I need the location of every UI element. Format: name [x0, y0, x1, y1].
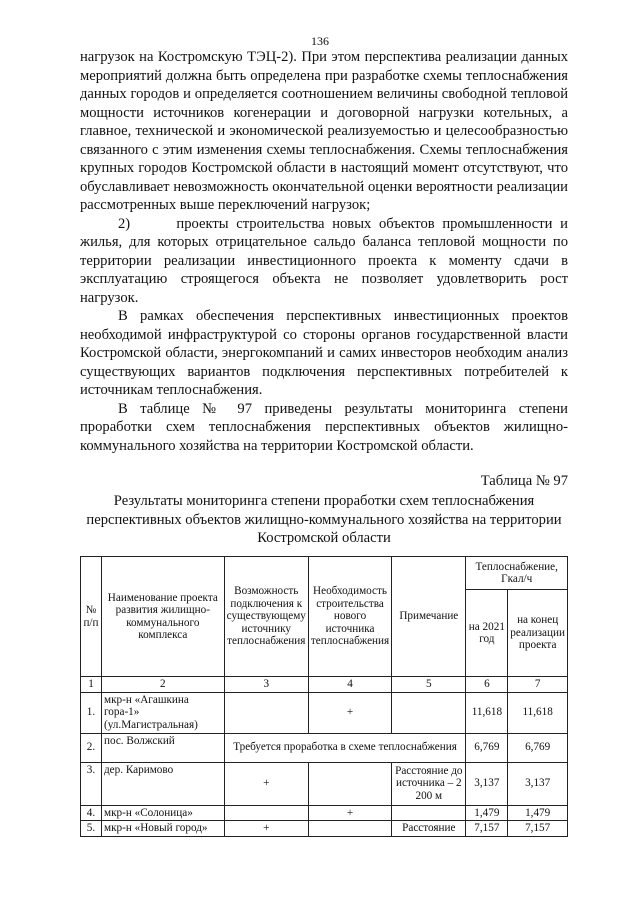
- row-note: Расстояние: [392, 821, 466, 837]
- row-necessity: [308, 762, 391, 805]
- row-necessity: [308, 821, 391, 837]
- table-row: [81, 692, 568, 733]
- header-heat-end: на конец реализации проекта: [508, 590, 568, 677]
- paragraph-list-item: 2) проекты строительства новых объектов промышленности и жилья, для которых отрицательное сальдо баланса тепловой мощности по территории реализации инвестиционного проекта к моменту сдачи в эксплуатацию строящегося объекта не позволяет удовлетворить рост нагрузок.: [80, 215, 568, 306]
- row-num: 2.: [81, 733, 102, 762]
- row-num: 4.: [81, 805, 102, 821]
- index-cell: 6: [466, 677, 508, 693]
- row-value-2021: 11,618: [466, 692, 508, 733]
- header-possibility: Возможность подключения к существующему источнику теплоснабжения: [224, 557, 308, 677]
- table-index-row: [81, 677, 568, 693]
- paragraph: В таблице № 97 приведены результаты мониторинга степени проработки схем теплоснабжения перспективных объектов жилищно-коммунального хозяйства на территории Костромской области.: [80, 400, 568, 454]
- table-row: [81, 762, 568, 805]
- row-name: мкр-н «Агашкина гора-1» (ул.Магистральная): [101, 692, 224, 733]
- table-title: Результаты мониторинга степени проработки схем теплоснабжения перспективных объектов жилищно-коммунального хозяйства на территории Костромской области: [86, 493, 562, 546]
- table-row: [81, 733, 568, 762]
- row-name: мкр-н «Солоница»: [101, 805, 224, 821]
- table-number: Таблица № 97: [480, 473, 568, 489]
- body-text: [80, 48, 568, 455]
- row-note: [392, 692, 466, 733]
- row-possibility: [224, 805, 308, 821]
- row-possibility: +: [224, 762, 308, 805]
- header-heat-2021: на 2021 год: [466, 590, 508, 677]
- row-necessity: +: [308, 805, 391, 821]
- row-value-end: 7,157: [508, 821, 568, 837]
- header-necessity: Необходимость строительства нового источника теплоснабжения: [308, 557, 391, 677]
- row-name: мкр-н «Новый город»: [101, 821, 224, 837]
- row-name: дер. Каримово: [101, 762, 224, 805]
- header-heat: Теплоснабжение, Гкал/ч: [466, 557, 568, 590]
- row-num: 3.: [81, 762, 102, 805]
- row-value-end: 11,618: [508, 692, 568, 733]
- table-row: [81, 805, 568, 821]
- header-num: № п/п: [81, 557, 102, 677]
- table-row: [81, 821, 568, 837]
- row-value-2021: 1,479: [466, 805, 508, 821]
- paragraph: В рамках обеспечения перспективных инвестиционных проектов необходимой инфраструктурой со стороны органов государственной власти Костромской области, энергокомпаний и самих инвесторов необходим анализ существующих вариантов подключения перспективных потребителей к источникам теплоснабжения.: [80, 308, 568, 398]
- monitoring-table: [80, 556, 568, 837]
- row-note: Расстояние до источника – 2 200 м: [392, 762, 466, 805]
- header-name: Наименование проекта развития жилищно-коммунального комплекса: [101, 557, 224, 677]
- index-cell: 2: [101, 677, 224, 693]
- row-name: пос. Волжский: [101, 733, 224, 762]
- index-cell: 1: [81, 677, 102, 693]
- table-header-row: [81, 557, 568, 590]
- row-value-end: 1,479: [508, 805, 568, 821]
- index-cell: 4: [308, 677, 391, 693]
- row-value-2021: 3,137: [466, 762, 508, 805]
- row-note: [392, 805, 466, 821]
- row-value-2021: 7,157: [466, 821, 508, 837]
- header-note: Примечание: [392, 557, 466, 677]
- row-possibility: +: [224, 821, 308, 837]
- row-value-end: 3,137: [508, 762, 568, 805]
- index-cell: 5: [392, 677, 466, 693]
- row-value-end: 6,769: [508, 733, 568, 762]
- index-cell: 7: [508, 677, 568, 693]
- row-value-2021: 6,769: [466, 733, 508, 762]
- row-merged-note: Требуется проработка в схеме теплоснабжения: [224, 733, 466, 762]
- page-number: 136: [311, 34, 329, 48]
- index-cell: 3: [224, 677, 308, 693]
- row-num: 5.: [81, 821, 102, 837]
- paragraph: нагрузок на Костромскую ТЭЦ-2). При этом перспектива реализации данных мероприятий должна быть определена при разработке схемы теплоснабжения данных городов и определяется соотношением величины свободной тепловой мощности источников когенерации и договорной нагрузки котельных, а главное, технической и экономической реализуемостью и целесообразностью связанного с этим изменения схемы теплоснабжения. Схемы теплоснабжения крупных городов Костромской области в настоящий момент отсутствуют, что обуславливает невозможность окончательной оценки вероятности реализации рассмотренных выше переключений нагрузок;: [80, 49, 568, 213]
- row-num: 1.: [81, 692, 102, 733]
- row-necessity: +: [308, 692, 391, 733]
- row-possibility: [224, 692, 308, 733]
